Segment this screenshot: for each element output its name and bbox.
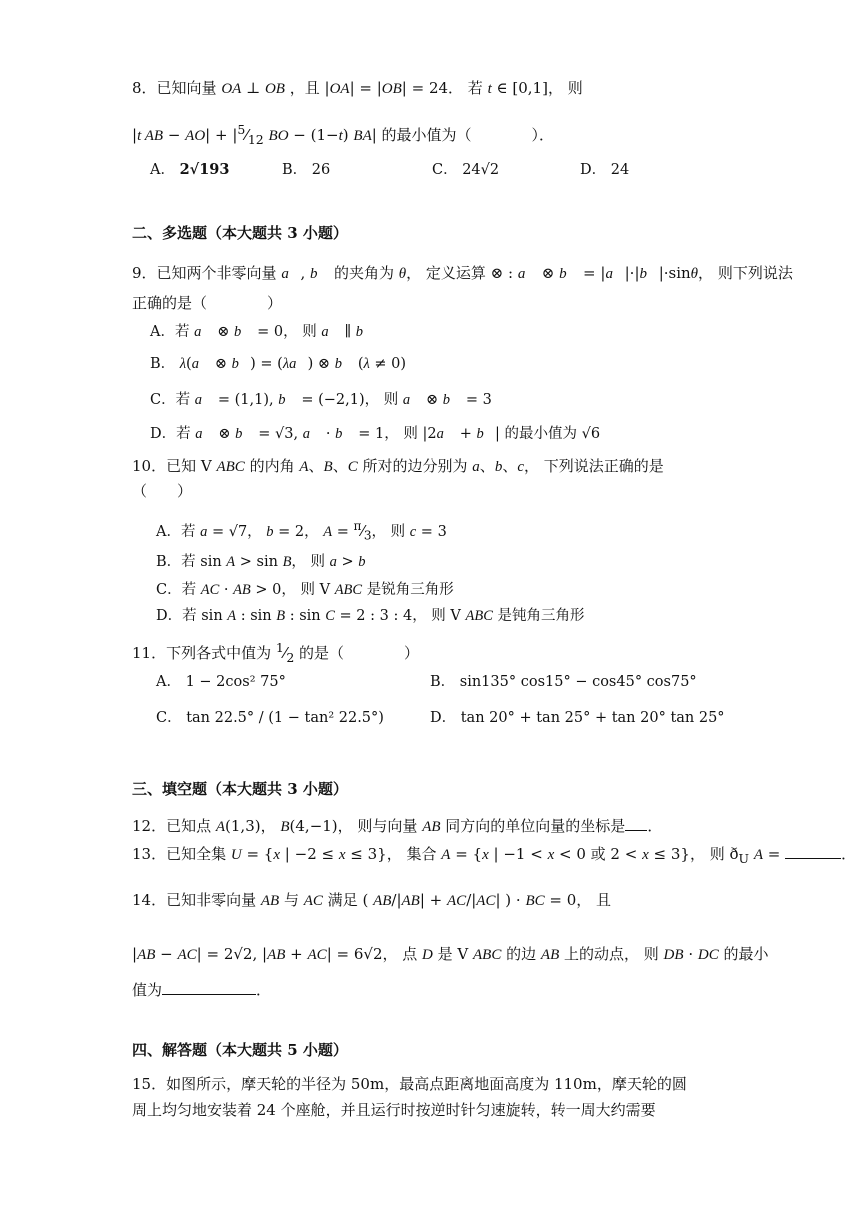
q8-option-c: C． 24√2 <box>432 162 500 178</box>
section-heading-multiple-choice: 二、多选题（本大题共 3 小题） <box>132 224 348 242</box>
q9-option-b: B． λ(a⃗ ⊗ b⃗) = (λa⃗) ⊗ b⃗ (λ ≠ 0) <box>150 356 407 372</box>
q8-option-b: B． 26 <box>282 162 331 178</box>
q14-line3: 值为 ． <box>132 981 272 999</box>
q14-line1: 14．已知非零向量 AB 与 AC 满足 ( AB/|AB| + AC/|AC| ) · BC = 0， 且 <box>132 891 612 909</box>
q11-option-d: D． tan 20° + tan 25° + tan 20° tan 25° <box>430 710 725 726</box>
q10-line1: 10．已知 V ABC 的内角 A、B、C 所对的边分别为 a、b、c， 下列说法正确的是 <box>132 457 664 475</box>
q8-option-d: D． 24 <box>580 162 630 178</box>
q9-line1: 9．已知两个非零向量 a⃗, b⃗ 的夹角为 θ， 定义运算 ⊗ : a⃗ ⊗ b⃗ = |a⃗|·|b⃗|·sinθ， 则下列说法 <box>132 264 793 282</box>
q9-option-c: C．若 a⃗ = (1,1), b⃗ = (−2,1)， 则 a⃗ ⊗ b⃗ = 3 <box>150 392 492 408</box>
q11-option-c: C． tan 22.5° / (1 − tan² 22.5°) <box>156 710 384 726</box>
q12-line: 12．已知点 A(1,3)， B(4,−1)， 则与向量 AB 同方向的单位向量的坐标是 ． <box>132 817 663 835</box>
q9-option-d: D．若 a⃗ ⊗ b⃗ = √3, a⃗ · b⃗ = 1， 则 |2a⃗ + b⃗| 的最小值为 √6 <box>150 426 601 442</box>
q15-line2: 周上均匀地安装着 24 个座舱，并且运行时按逆时针匀速旋转，转一周大约需要 <box>132 1101 656 1119</box>
q15-line1: 15．如图所示，摩天轮的半径为 50m，最高点距离地面高度为 110m，摩天轮的圆 <box>132 1075 687 1093</box>
section-heading-fill-in: 三、填空题（本大题共 3 小题） <box>132 780 348 798</box>
q10-line2: （ ） <box>132 482 193 500</box>
q8-line2: |t AB − $AO| + |^5⁄_{12}$ BO − (1−t) BA| 的最小值为（ ）． <box>132 122 555 147</box>
q11-option-b: B． sin135° cos15° − cos45° cos75° <box>430 674 697 690</box>
section-heading-answer: 四、解答题（本大题共 5 小题） <box>132 1041 348 1059</box>
q8-option-a: A． 2√193 <box>150 161 230 178</box>
q14-line2: |AB − AC| = 2√2, |AB + AC| = 6√2， 点 D 是 V ABC 的边 AB 上的动点， 则 DB · DC 的最小 <box>132 945 769 963</box>
q13-line: 13．已知全集 U = {x | −2 ≤ x ≤ 3}， 集合 A = {x | −1 < x < 0 或 2 < x ≤ 3}， 则 $ð_U$ A = ． <box>132 845 857 866</box>
q10-option-a: A．若 a = √7， b = 2， $A = ^\pi⁄_3$， 则 c = 3 <box>156 519 447 543</box>
q8-line1: 8．已知向量 OA ⊥ OB ，且 |OA| = |OB| = 24． 若 t ∈ [0,1]， 则 <box>132 79 583 97</box>
q10-option-d: D．若 sin A : sin B : sin C = 2 : 3 : 4， 则 V ABC 是钝角三角形 <box>156 608 585 624</box>
q11-line1: 11．下列各式中值为 $^1⁄_2$ 的是（ ） <box>132 640 420 665</box>
q10-option-b: B．若 sin A > sin B， 则 a > b <box>156 554 366 570</box>
q10-option-c: C．若 AC · AB > 0， 则 V ABC 是锐角三角形 <box>156 582 454 598</box>
q9-option-a: A．若 a⃗ ⊗ b⃗ = 0， 则 a⃗ ∥ b⃗ <box>150 324 375 340</box>
q9-line2: 正确的是（ ） <box>132 294 283 312</box>
q11-option-a: A． 1 − 2cos² 75° <box>156 674 286 690</box>
